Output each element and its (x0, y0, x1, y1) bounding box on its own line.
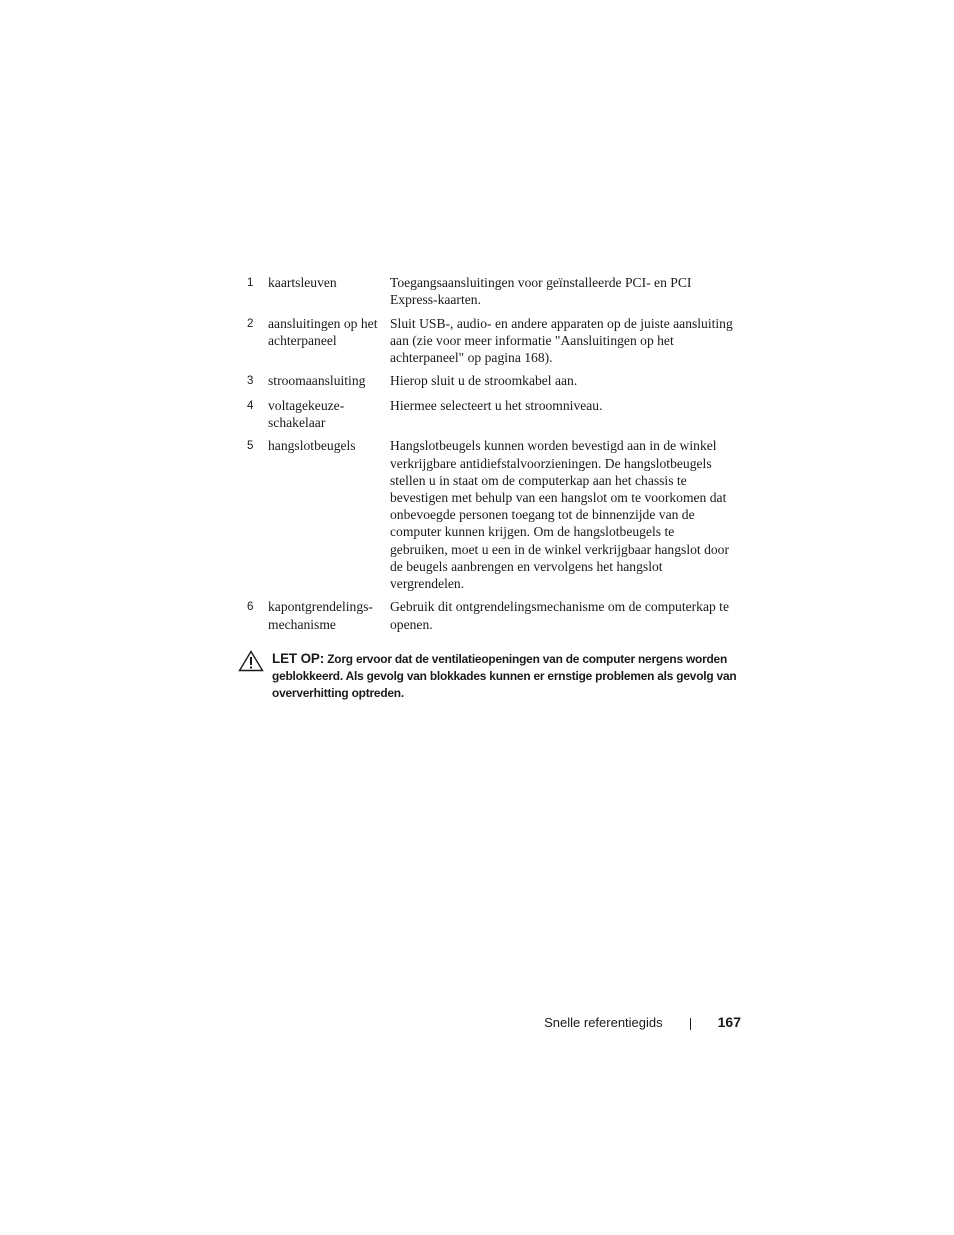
item-term: kapontgrendelings-mechanisme (268, 599, 373, 632)
item-description: Gebruik dit ontgrendelingsmechanisme om de computerkap te openen. (390, 599, 729, 632)
table-row (247, 315, 742, 367)
item-description: Hangslotbeugels kunnen worden bevestigd aan in de winkel verkrijgbare antidiefstalvoorzieningen. De hangslotbeugels stellen u in staat om de computerkap aan het chassis te bevestigen met behulp van een hangslot om te voorkomen dat onbevoegde personen toegang tot de binnenzijde van de computer kunnen krijgen. Om de hangslotbeugels te gebruiken, moet u een in de winkel verkrijgbaar hangslot door de beugels aanbrengen en vervolgens het hangslot vergrendelen. (390, 438, 729, 591)
item-number: 1 (247, 277, 254, 289)
item-term: hangslotbeugels (268, 438, 356, 454)
footer-separator (690, 1018, 691, 1030)
footer-section-title: Snelle referentiegids (544, 1014, 663, 1030)
page-footer (544, 1014, 741, 1030)
table-row (247, 397, 742, 431)
notice-text (264, 650, 748, 703)
caution-notice (238, 650, 748, 703)
item-description: Hierop sluit u de stroomkabel aan. (390, 373, 578, 389)
item-term: stroomaansluiting (268, 373, 366, 389)
item-description: Sluit USB-, audio- en andere apparaten op de juiste aansluiting aan (zie voor meer informatie "Aansluitingen op het achterpaneel" op pagina 168). (390, 315, 733, 365)
warning-triangle-icon (238, 650, 264, 672)
page-number: 167 (717, 1014, 741, 1030)
item-description: Hiermee selecteert u het stroomniveau. (390, 397, 603, 413)
item-description: Toegangsaansluitingen voor geïnstalleerde PCI- en PCI Express-kaarten. (390, 275, 692, 308)
table-row (247, 372, 742, 390)
notice-body: Zorg ervoor dat de ventilatieopeningen van de computer nergens worden geblokkeerd. Als gevolg van blokkades kunnen er ernstige problemen als gevolg van oververhitting optreden. (272, 652, 737, 701)
component-table (247, 274, 742, 639)
item-number: 3 (247, 375, 254, 388)
item-number: 4 (247, 399, 254, 412)
item-number: 2 (247, 317, 254, 330)
notice-label: LET OP: (272, 651, 325, 666)
item-number: 6 (247, 601, 254, 614)
table-row (247, 274, 742, 308)
item-term: voltagekeuze-schakelaar (268, 397, 345, 430)
item-number: 5 (247, 440, 254, 453)
item-term: kaartsleuven (268, 275, 337, 290)
item-term: aansluitingen op het achterpaneel (268, 315, 378, 348)
table-row (247, 437, 742, 592)
table-row (247, 598, 742, 632)
